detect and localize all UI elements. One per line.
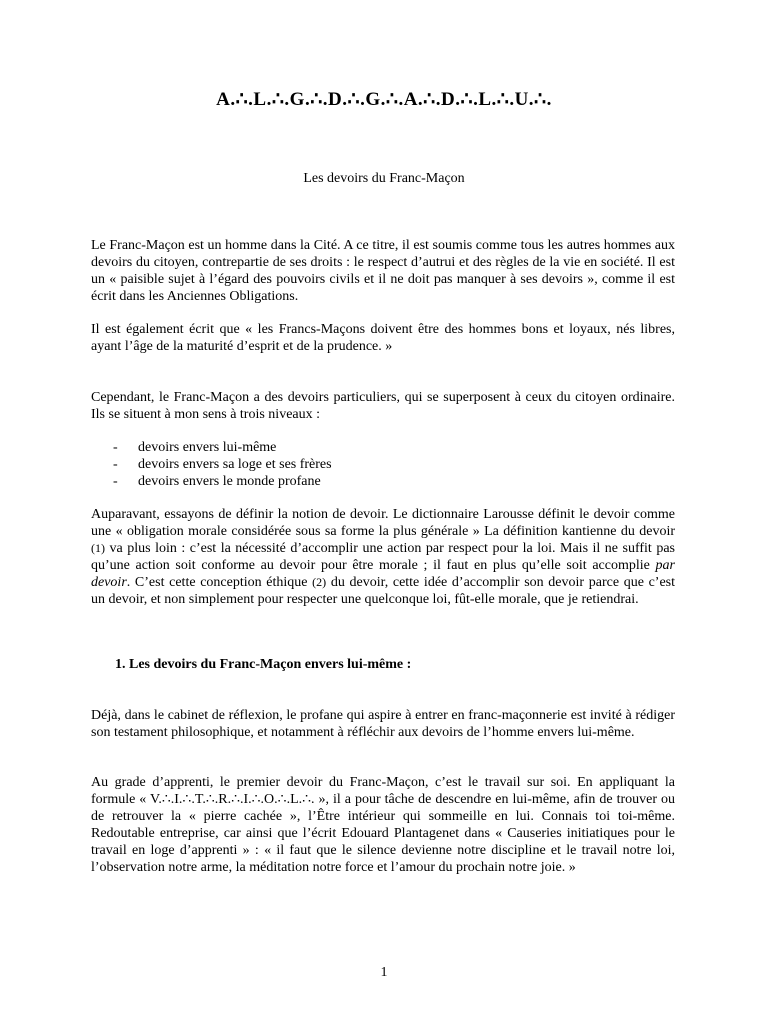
list-marker: - — [113, 457, 118, 472]
list-item — [113, 473, 332, 490]
footnote-ref-1: (1) — [91, 541, 105, 555]
list-item — [113, 456, 332, 473]
paragraph-ancient-obligations: Il est également écrit que « les Francs-Maçons doivent être des hommes bons et loyaux, nés libres, ayant l’âge de la maturité d’esprit et de la prudence. » — [91, 322, 675, 354]
paragraph-apprentice-work: Au grade d’apprenti, le premier devoir du Franc-Maçon, c’est le travail sur soi. En appliquant la formule « V.∴.I.∴.T.∴.R.∴.I.∴.O.∴.L.∴. », il a pour tâche de descendre en lui-même, afin de trouver ou de retrouver la « pierre cachée », l’Être intérieur qui sommeille en lui. Connais toi toi-même. Redoutable entreprise, car ainsi que l’écrit Edouard Plantagenet dans « Causeries initiatiques pour le travail en loge d’apprenti » : « il faut que le silence devienne notre discipline et le travail notre loi, l’observation notre arme, la méditation notre force et l’amour du prochain notre joie. » — [91, 775, 675, 875]
paragraph-citizen-duties: Le Franc-Maçon est un homme dans la Cité. A ce titre, il est soumis comme tous les autres hommes aux devoirs du citoyen, contrepartie de ses droits : le respect d’autrui et des règles de la vie en société. Il est un « paisible sujet à l’égard des pouvoirs civils et il ne doit pas manquer à ses devoirs », comme il est écrit dans les Anciennes Obligations. — [91, 238, 675, 304]
emphasis-par-devoir: par devoir — [91, 558, 675, 590]
paragraph-definition-of-duty — [91, 506, 675, 608]
page-number: 1 — [380, 965, 388, 980]
list-item-text: devoirs envers lui-même — [138, 440, 277, 455]
footnote-ref-2: (2) — [312, 575, 327, 589]
list-marker: - — [113, 474, 118, 489]
paragraph-particular-duties: Cependant, le Franc-Maçon a des devoirs particuliers, qui se superposent à ceux du citoyen ordinaire. Ils se situent à mon sens à trois niveaux : — [91, 390, 675, 422]
duties-list — [113, 439, 332, 490]
definition-text-part: du devoir, cette idée d’accomplir son devoir parce que c’est un devoir, et non simplement pour respecter une quelconque loi, fût-elle morale, que je retiendrai. — [91, 575, 675, 607]
list-marker: - — [113, 440, 118, 455]
definition-text-part: va plus loin : c’est la nécessité d’accomplir une action par respect pour la loi. Mais il ne suffit pas qu’une action soit conforme au devoir pour être morale ; il faut en plus qu’elle soit accomplie — [91, 541, 675, 573]
section-heading-1: 1. Les devoirs du Franc-Maçon envers lui-même : — [115, 657, 412, 672]
list-item — [113, 439, 332, 456]
definition-text-part: Auparavant, essayons de définir la notion de devoir. Le dictionnaire Larousse définit le devoir comme une « obligation morale considérée sous sa forme la plus générale » La définition kantienne du devoir — [91, 507, 675, 539]
document-header-title: A.∴.L.∴.G.∴.D.∴.G.∴.A.∴.D.∴.L.∴.U.∴. — [216, 89, 552, 110]
paragraph-reflection-cabinet: Déjà, dans le cabinet de réflexion, le profane qui aspire à entrer en franc-maçonnerie est invité à rédiger son testament philosophique, et notamment à réfléchir aux devoirs de l’homme envers lui-même. — [91, 708, 675, 740]
definition-text-part: . C’est cette conception éthique — [126, 575, 313, 590]
list-item-text: devoirs envers le monde profane — [138, 474, 321, 489]
document-subtitle: Les devoirs du Franc-Maçon — [303, 171, 465, 186]
list-item-text: devoirs envers sa loge et ses frères — [138, 457, 332, 472]
